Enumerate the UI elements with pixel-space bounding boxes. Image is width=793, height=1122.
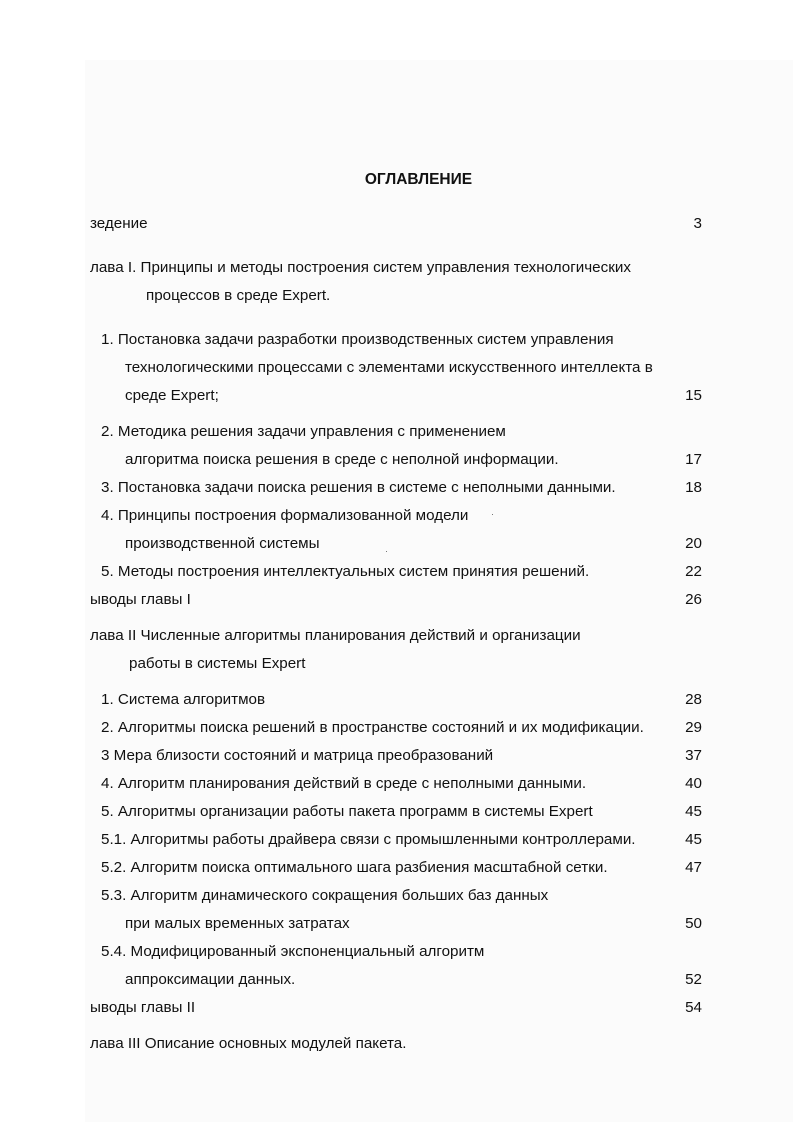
- toc-page-number: 3: [693, 215, 702, 232]
- toc-subsection-2-5-1: 5.1. Алгоритмы работы драйвера связи с промышленными контроллерами.: [101, 831, 636, 848]
- toc-chapter-1: лава I. Принципы и методы построения систем управления технологических: [90, 259, 631, 276]
- scan-speck: [386, 551, 387, 552]
- toc-entry-intro: зедение: [90, 215, 148, 232]
- toc-page-number: 17: [685, 451, 702, 468]
- toc-page-number: 15: [685, 387, 702, 404]
- toc-page-number: 29: [685, 719, 702, 736]
- toc-section-1-1-cont: технологическими процессами с элементами искусственного интеллекта в: [125, 359, 653, 376]
- scan-speck: [492, 514, 493, 515]
- toc-section-2-5: 5. Алгоритмы организации работы пакета программ в системы Expert: [101, 803, 593, 820]
- toc-chapter-2: лава II Численные алгоритмы планирования действий и организации: [90, 627, 581, 644]
- toc-section-2-3: 3 Мера близости состояний и матрица преобразований: [101, 747, 494, 764]
- toc-page-number: 20: [685, 535, 702, 552]
- toc-section-2-4: 4. Алгоритм планирования действий в среде с неполными данными.: [101, 775, 587, 792]
- toc-subsection-2-5-3: 5.3. Алгоритм динамического сокращения больших баз данных: [101, 887, 549, 904]
- toc-page-number: 22: [685, 563, 702, 580]
- toc-section-1-3: 3. Постановка задачи поиска решения в системе с неполными данными.: [101, 479, 616, 496]
- toc-section-2-1: 1. Система алгоритмов: [101, 691, 266, 708]
- toc-section-1-1: 1. Постановка задачи разработки производственных систем управления: [101, 331, 614, 348]
- toc-subsection-2-5-3-cont: при малых временных затратах: [125, 915, 350, 932]
- toc-page-number: 37: [685, 747, 702, 764]
- toc-section-1-4: 4. Принципы построения формализованной модели: [101, 507, 469, 524]
- toc-page-number: 18: [685, 479, 702, 496]
- toc-chapter-1-cont: процессов в среде Expert.: [146, 287, 331, 304]
- toc-conclusions-1: ыводы главы I: [90, 591, 191, 608]
- toc-chapter-2-cont: работы в системы Expert: [129, 655, 306, 672]
- toc-section-1-4-cont: производственной системы: [125, 535, 320, 552]
- toc-chapter-3: лава III Описание основных модулей пакета.: [90, 1035, 407, 1052]
- toc-page-number: 50: [685, 915, 702, 932]
- toc-subsection-2-5-4-cont: аппроксимации данных.: [125, 971, 296, 988]
- toc-page-number: 45: [685, 803, 702, 820]
- toc-section-2-2: 2. Алгоритмы поиска решений в пространстве состояний и их модификации.: [101, 719, 644, 736]
- toc-section-1-2-cont: алгоритма поиска решения в среде с неполной информации.: [125, 451, 559, 468]
- toc-subsection-2-5-4: 5.4. Модифицированный экспоненциальный алгоритм: [101, 943, 485, 960]
- toc-section-1-2: 2. Методика решения задачи управления с применением: [101, 423, 506, 440]
- page-title: ОГЛАВЛЕНИЕ: [364, 171, 473, 188]
- toc-section-1-5: 5. Методы построения интеллектуальных систем принятия решений.: [101, 563, 590, 580]
- toc-section-1-1-cont: среде Expert;: [125, 387, 219, 404]
- toc-page-number: 45: [685, 831, 702, 848]
- toc-conclusions-2: ыводы главы II: [90, 999, 196, 1016]
- toc-page-number: 52: [685, 971, 702, 988]
- toc-page-number: 28: [685, 691, 702, 708]
- toc-page-number: 54: [685, 999, 702, 1016]
- toc-page-number: 47: [685, 859, 702, 876]
- toc-page-number: 40: [685, 775, 702, 792]
- toc-page-number: 26: [685, 591, 702, 608]
- toc-subsection-2-5-2: 5.2. Алгоритм поиска оптимального шага разбиения масштабной сетки.: [101, 859, 608, 876]
